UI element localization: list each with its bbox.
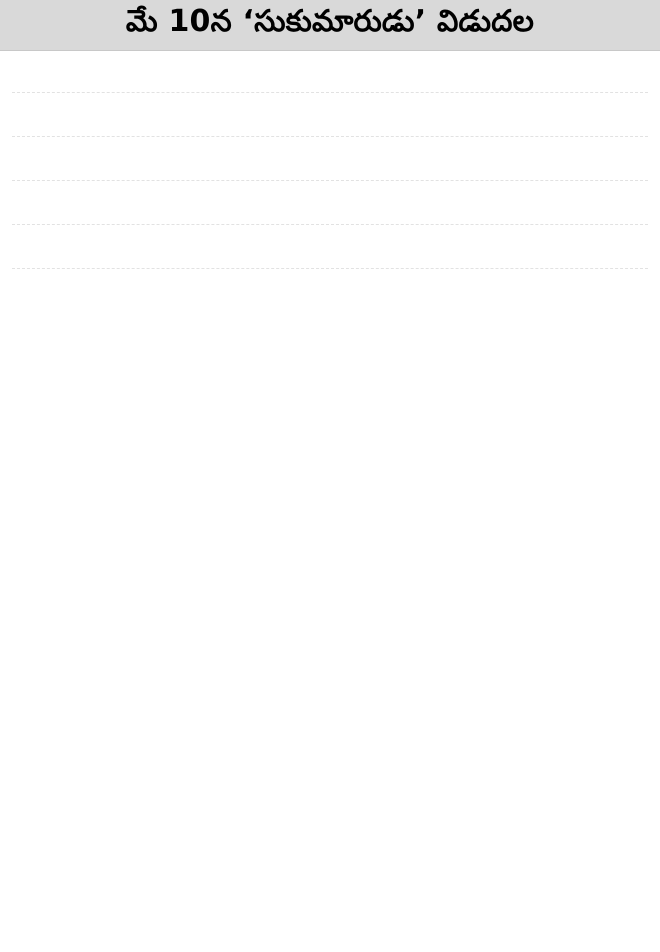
article-paragraph xyxy=(12,193,648,225)
article-paragraph xyxy=(12,105,648,137)
article-paragraph xyxy=(12,149,648,181)
article-body xyxy=(0,51,660,269)
article-paragraph xyxy=(12,237,648,269)
article-title: మే 10న ‘సుకుమారుడు’ విడుదల xyxy=(125,4,535,39)
title-bar xyxy=(0,0,660,51)
article-paragraph xyxy=(12,61,648,93)
